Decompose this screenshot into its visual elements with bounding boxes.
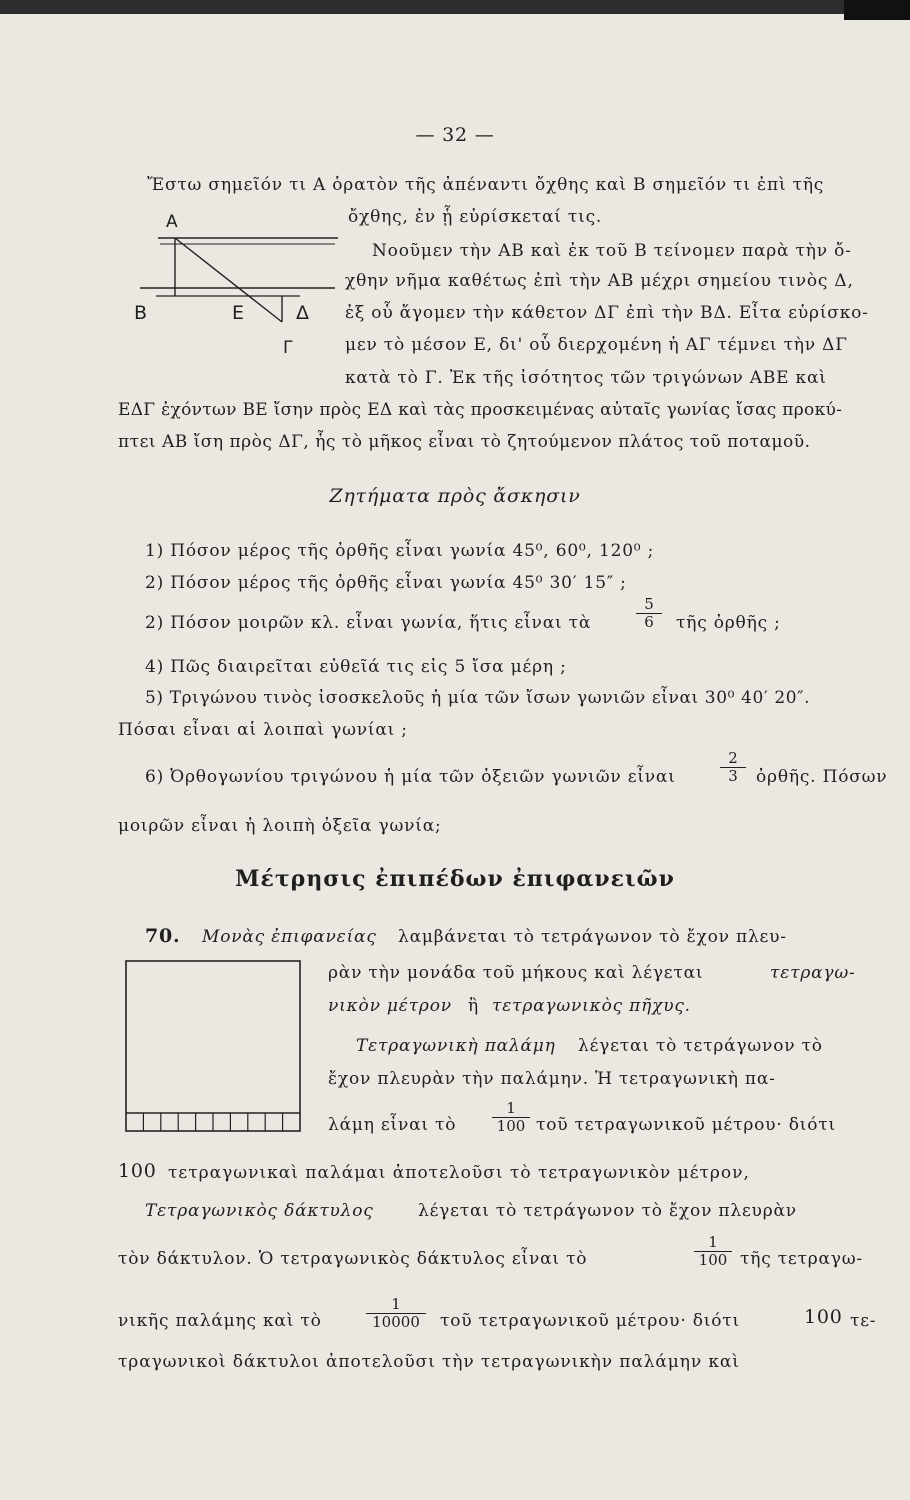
fraction-numerator: 2 <box>728 749 738 767</box>
paragraph-5: ἔχον πλευρὰν τὴν παλάμην. Ἡ τετραγωνικὴ πα- <box>328 1069 776 1089</box>
intro-line-1: Ἔστω σημεῖόν τι Α ὁρατὸν τῆς ἀπέναντι ὄχθης καὶ Β σημεῖόν τι ἐπὶ τῆς <box>147 175 825 195</box>
paragraph-10-number: 100 <box>804 1306 843 1328</box>
paragraph-10-end: τε- <box>850 1311 877 1331</box>
def-term-unit: Μονὰς ἐπιφανείας <box>202 927 377 947</box>
paragraph-6-fraction <box>492 1100 530 1135</box>
exercise-3-fraction <box>636 596 662 631</box>
exercises-title: Ζητήματα πρὸς ἄσκησιν <box>329 485 581 507</box>
diagram-label-g: Γ <box>283 338 293 358</box>
intro-line-2: ὄχθης, ἐν ᾗ εὑρίσκεταί τις. <box>348 207 603 227</box>
exercise-6-fraction <box>720 750 746 785</box>
exercise-6-tail: ὀρθῆς. Πόσων <box>756 767 888 787</box>
exercise-1: 1) Πόσον μέρος τῆς ὀρθῆς εἶναι γωνία 45⁰, 60⁰, 120⁰ ; <box>145 541 655 561</box>
fraction-numerator: 5 <box>644 595 654 613</box>
intro-line-7: κατὰ τὸ Γ. Ἐκ τῆς ἰσότητος τῶν τριγώνων ΑΒΕ καὶ <box>345 368 827 388</box>
paragraph-2-text: ρὰν τὴν μονάδα τοῦ μήκους καὶ λέγεται <box>328 963 704 983</box>
paragraph-3-or: ἢ <box>468 996 479 1016</box>
def-term-square-metre-b: νικὸν μέτρον <box>328 996 452 1016</box>
exercise-5: 5) Τριγώνου τινὸς ἰσοσκελοῦς ἡ μία τῶν ἴσων γωνιῶν εἶναι 30⁰ 40′ 20″. <box>145 688 811 708</box>
paragraph-10-text: νικῆς παλάμης καὶ τὸ <box>118 1311 322 1331</box>
intro-line-8: ΕΔΓ ἐχόντων ΒΕ ἴσην πρὸς ΕΔ καὶ τὰς προσκειμένας αὐταῖς γωνίας ἴσας προκύ- <box>118 400 843 420</box>
fraction-denominator: 3 <box>728 767 738 785</box>
fraction-denominator: 6 <box>644 613 654 631</box>
exercise-5-cont: Πόσαι εἶναι αἱ λοιπαὶ γωνίαι ; <box>118 720 408 740</box>
intro-line-6: μεν τὸ μέσον Ε, δι' οὗ διερχομένη ἡ ΑΓ τέμνει τὴν ΔΓ <box>345 335 848 355</box>
def-term-square-finger: Τετραγωνικὸς δάκτυλος <box>145 1201 374 1221</box>
exercise-3-text: 2) Πόσον μοιρῶν κλ. εἶναι γωνία, ἥτις εἶναι τὰ <box>145 613 592 633</box>
paragraph-10-fraction <box>366 1296 426 1331</box>
intro-line-9: πτει ΑΒ ἴση πρὸς ΔΓ, ἧς τὸ μῆκος εἶναι τὸ ζητούμενον πλάτος τοῦ ποταμοῦ. <box>118 432 811 452</box>
paragraph-1: λαμβάνεται τὸ τετράγωνον τὸ ἔχον πλευ- <box>398 927 787 947</box>
paragraph-9-fraction <box>694 1234 732 1269</box>
fraction-numerator: 1 <box>506 1099 516 1117</box>
square-measure-diagram <box>120 955 306 1137</box>
paragraph-10-tail: τοῦ τετραγωνικοῦ μέτρου· διότι <box>440 1311 740 1331</box>
exercise-2: 2) Πόσον μέρος τῆς ὀρθῆς εἶναι γωνία 45⁰ 30′ 15″ ; <box>145 573 627 593</box>
intro-line-3: Νοοῦμεν τὴν ΑΒ καὶ ἐκ τοῦ Β τείνομεν παρὰ τὴν ὄ- <box>372 241 852 261</box>
paragraph-8: λέγεται τὸ τετράγωνον τὸ ἔχον πλευρὰν <box>418 1201 797 1221</box>
fraction-denominator: 100 <box>496 1117 526 1135</box>
exercise-6-text: 6) Ὀρθογωνίου τριγώνου ἡ μία τῶν ὀξειῶν γωνιῶν εἶναι <box>145 767 676 787</box>
exercise-6-cont: μοιρῶν εἶναι ἡ λοιπὴ ὀξεῖα γωνία; <box>118 816 442 836</box>
paragraph-7: τετραγωνικαὶ παλάμαι ἀποτελοῦσι τὸ τετραγωνικὸν μέτρον, <box>168 1163 750 1183</box>
exercise-3-tail: τῆς ὀρθῆς ; <box>676 613 781 633</box>
paragraph-6-tail: τοῦ τετραγωνικοῦ μέτρου· διότι <box>536 1115 836 1135</box>
diagram-label-e: Ε <box>232 302 245 324</box>
page-number: — 32 — <box>415 124 495 146</box>
diagram-label-d: Δ <box>296 302 309 324</box>
section-number: 70. <box>145 925 181 947</box>
paragraph-11: τραγωνικοὶ δάκτυλοι ἀποτελοῦσι τὴν τετραγωνικὴν παλάμην καὶ <box>118 1352 740 1372</box>
intro-line-4: χθην νῆμα καθέτως ἐπὶ τὴν ΑΒ μέχρι σημείου τινὸς Δ, <box>345 271 854 291</box>
intro-line-5: ἐξ οὗ ἄγομεν τὴν κάθετον ΔΓ ἐπὶ τὴν ΒΔ. Εἶτα εὑρίσκο- <box>345 303 869 323</box>
def-term-square-cubit: τετραγωνικὸς πῆχυς. <box>492 996 691 1016</box>
def-term-square-palm: Τετραγωνικὴ παλάμη <box>356 1036 556 1056</box>
river-width-diagram <box>120 210 345 360</box>
paragraph-9-tail: τῆς τετραγω- <box>740 1249 863 1269</box>
paragraph-7-number: 100 <box>118 1160 157 1182</box>
fraction-numerator: 1 <box>708 1233 718 1251</box>
fraction-numerator: 1 <box>391 1295 401 1313</box>
diagram-label-a: Α <box>166 212 178 232</box>
paragraph-6-text: λάμη εἶναι τὸ <box>328 1115 457 1135</box>
section-title: Μέτρησις ἐπιπέδων ἐπιφανειῶν <box>235 866 675 892</box>
exercise-4: 4) Πῶς διαιρεῖται εὐθεῖά τις εἰς 5 ἴσα μέρη ; <box>145 657 567 677</box>
fraction-denominator: 100 <box>698 1251 728 1269</box>
diagram-label-b: Β <box>134 302 148 324</box>
def-term-square-metre-a: τετραγω- <box>770 963 856 983</box>
paragraph-9-text: τὸν δάκτυλον. Ὁ τετραγωνικὸς δάκτυλος εἶναι τὸ <box>118 1249 588 1269</box>
fraction-denominator: 10000 <box>372 1313 420 1331</box>
paragraph-4: λέγεται τὸ τετράγωνον τὸ <box>578 1036 823 1056</box>
